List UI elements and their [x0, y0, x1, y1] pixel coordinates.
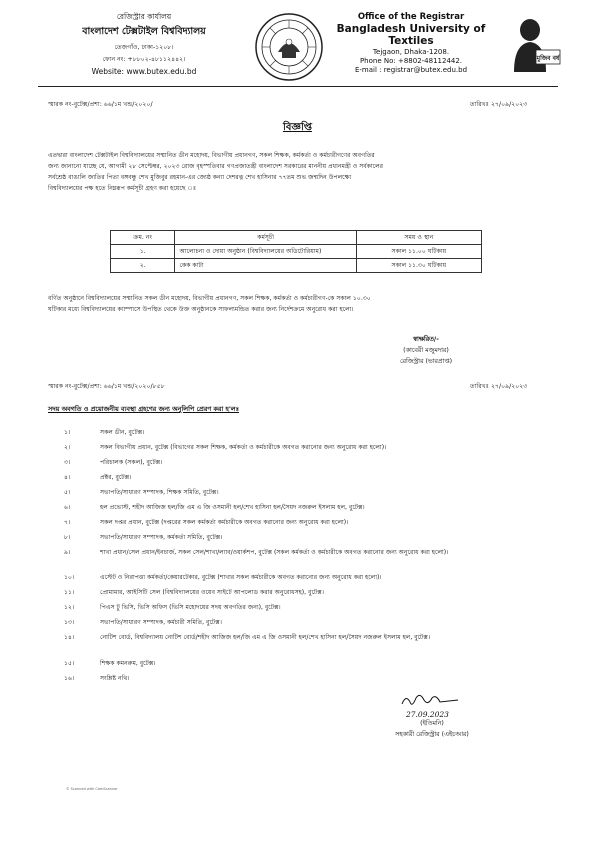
website-text: Website: www.butex.edu.bd	[91, 67, 197, 76]
signatory-title-2: সহকারী রেজিস্ট্রার (এইচআর)	[395, 731, 469, 738]
intro-line: সর্বশ্রেষ্ঠ বাঙালি জাতির পিতা বঙ্গবন্ধু শেখ মুজিবুর রহমান-এর জ্যেষ্ঠ কন্যা দেশরত্ন শেখ হাসিনার ৭৭তম শুভ জন্মদিন উপলক্ষ্যে	[48, 174, 352, 181]
item-text: পিএস টু ভিসি, ভিসি অফিস (ভিসি মহোদয়ের সদয় অবগতির জন্য), বুটেক্স।	[100, 604, 281, 611]
item-text: শাখা প্রধান/সেল প্রধান/ইনচার্জ, সকল সেল/শাখা/ল্যাব/ওয়ার্কশপ, বুটেক্স (সকল কর্মকর্তা ও কর্মচারীকে অবগত করানোর জন্য অনুরোধ করা হলো)।	[100, 549, 449, 556]
closing-line: ঘটিকার মধ্যে বিশ্ববিদ্যালয়ের ক্যাম্পাসে উপস্থিত থেকে উক্ত অনুষ্ঠানকে সাফল্যমন্ডিত করার জন্য নির্দেশক্রমে অনুরোধ করা হলো।	[48, 306, 354, 313]
intro-line: বিশ্ববিদ্যালয়ের পক্ষ হতে নিম্নরূপ কর্মসূচী গ্রহণ করা হয়েছে ঃ	[48, 185, 197, 192]
item-number: ১৬।	[64, 675, 75, 682]
item-text: সংশ্লিষ্ট নথি।	[100, 675, 130, 682]
list-item	[64, 632, 540, 643]
list-item	[64, 673, 540, 684]
header-time-place: সময় ও স্থান	[356, 231, 481, 245]
list-item	[64, 427, 540, 438]
signed-label: স্বাক্ষরিত/-	[413, 336, 439, 343]
signatory-title: রেজিস্ট্রার (ভারপ্রাপ্ত)	[399, 358, 453, 365]
handwritten-date: 27.09.2023	[406, 710, 449, 719]
item-number: ৬।	[64, 504, 71, 511]
item-number: ১৪।	[64, 634, 75, 641]
item-number: ২।	[64, 444, 71, 451]
copy-heading: সদয় অবগতি ও প্রয়োজনীয় ব্যবস্থা গ্রহণের জন্য অনুলিপি প্রেরণ করা হ'লঃ	[48, 405, 239, 413]
item-number: ১২।	[64, 604, 75, 611]
table-row	[111, 245, 482, 259]
item-number: ৮।	[64, 534, 71, 541]
cell-serial: ২.	[111, 259, 175, 273]
list-item	[64, 547, 540, 558]
signatory-name-2: (ইতিমনি)	[420, 720, 444, 727]
list-item	[64, 572, 540, 583]
list-item	[64, 472, 540, 483]
item-text: শিক্ষক কমনরুম, বুটেক্স।	[100, 660, 156, 667]
header-english-block	[326, 12, 496, 74]
item-text: প্রক্টর, বুটেক্স।	[100, 474, 132, 481]
intro-paragraph	[48, 150, 554, 194]
memo-date-copy: তারিখঃ ২৭/০৯/২০২৩	[470, 383, 528, 390]
item-text: সকল দপ্তর প্রধান, বুটেক্স (দপ্তরের সকল কর্মকর্তা কর্মচারীকে অবগত করানোর জন্য অনুরোধ করা হলো)।	[100, 519, 349, 526]
header-serial: ক্রম. নং	[111, 231, 175, 245]
list-item	[64, 457, 540, 468]
item-number: ১৩।	[64, 619, 75, 626]
memo-reference: স্মারক নং-বুটেক্স/প্রশা: ৬৬/১ম খন্ড/২০২০/	[48, 101, 153, 108]
phone-en: Phone No: +8802-48112442.	[359, 57, 463, 65]
item-number: ১০।	[64, 574, 75, 581]
item-text: প্রোমামার, আইসিটি সেল (বিশ্ববিদ্যালয়ের ওয়েব সাইটে আপলোড করার অনুরোধসহ), বুটেক্স।	[100, 589, 324, 596]
list-item	[64, 602, 540, 613]
university-name-en: Bangladesh University of Textiles	[336, 23, 486, 47]
mujib-portrait-logo	[508, 14, 562, 72]
item-number: ৯।	[64, 549, 71, 556]
list-item	[64, 487, 540, 498]
list-item	[64, 658, 540, 669]
university-seal-logo	[254, 12, 324, 82]
item-number: ১।	[64, 429, 71, 436]
item-text: এস্টেট ও নিরাপত্তা কর্মকর্তা/কেয়ারটেকার, বুটেক্স (শাখার সকল কর্মচারীকে অবগত করানোর জন্য অনুরোধ করা হলো)।	[100, 574, 382, 581]
closing-line: বর্ণিত অনুষ্ঠানে বিশ্ববিদ্যালয়ের সম্মানিত সকল ডীন মহোদয়, বিভাগীয় প্রধানগণ, সকল শিক্ষক, কর্মকর্তা ও কর্মচারীগণ-কে সকাল ১০.৩০	[48, 295, 371, 302]
item-text: সভাপতি/সাধারণ সম্পাদক, কর্মচারী সমিতি, বুটেক্স।	[100, 619, 222, 626]
cell-time: সকাল ১১.৩০ ঘটিকায়	[356, 259, 481, 273]
item-text: পরিচালক (সকল), বুটেক্স।	[100, 459, 163, 466]
item-number: ১৫।	[64, 660, 75, 667]
list-item	[64, 517, 540, 528]
office-name-en: Office of the Registrar	[357, 12, 465, 22]
list-item	[64, 502, 540, 513]
university-name-bn: বাংলাদেশ টেক্সটাইল বিশ্ববিদ্যালয়	[82, 26, 206, 37]
list-item	[64, 532, 540, 543]
cell-program: কেক কাটা	[175, 259, 356, 273]
table-header-row	[111, 231, 482, 245]
item-number: ১১।	[64, 589, 75, 596]
memo-reference-copy: স্মারক নং-বুটেক্স/প্রশা: ৬৬/১ম খন্ড/২০২০/৮৫৮	[48, 383, 165, 390]
address-bn: তেজগাঁও, ঢাকা-১২০৮।	[114, 44, 174, 51]
memo-date: তারিখঃ ২৭/০৯/২০২৩	[470, 101, 528, 108]
handwritten-signature	[398, 690, 468, 720]
item-number: ৭।	[64, 519, 71, 526]
header-bangla-block	[56, 12, 232, 76]
item-text: সকল বিভাগীয় প্রধান, বুটেক্স (বিভাগের সকল শিক্ষক, কর্মকর্তা ও কর্মচারীকে অবগত করানোর জন্য অনুরোধ করা হলো)।	[100, 444, 387, 451]
item-text: হল প্রভোস্ট, শহীদ আজিজ হল/জি এম এ জি ওসমানী হল/শেখ হাসিনা হল/সৈয়দ নজরুল ইসলাম হল, বুটেক্স।	[100, 504, 365, 511]
item-number: ৩।	[64, 459, 71, 466]
table-row	[111, 259, 482, 273]
signatory-name: (কাবেরী মজুমদার)	[403, 347, 449, 354]
item-text: সকল ডীন, বুটেক্স।	[100, 429, 145, 436]
notice-title: বিজ্ঞপ্তি	[282, 122, 313, 133]
cell-serial: ১.	[111, 245, 175, 259]
item-text: সভাপতি/সাধারণ সম্পাদক, শিক্ষক সমিতি, বুটেক্স।	[100, 489, 219, 496]
cell-program: আলোচনা ও দোয়া অনুষ্ঠান (বিশ্ববিদ্যালয়ের অডিটোরিয়াম)	[175, 245, 356, 259]
cell-time: সকাল ১১.০০ ঘটিকায়	[356, 245, 481, 259]
header-divider	[38, 86, 558, 87]
list-item	[64, 442, 540, 453]
item-text: সভাপতি/সাধারণ সম্পাদক, কর্মকর্তা সমিতি, বুটেক্স।	[100, 534, 223, 541]
mujib-badge-text: মুজিব বর্ষ	[536, 55, 560, 62]
address-en: Tejgaon, Dhaka-1208.	[372, 48, 450, 56]
header-program: কর্মসূচী	[175, 231, 356, 245]
item-text: নোটিশ বোর্ড, বিশ্ববিদ্যালয় নোটিশ বোর্ড/শহীদ আজিজ হল/জি এম এ জি ওসমানী হল/শেখ হাসিনা হল/সৈয়দ নজরুল ইসলাম হল, বুটেক্স।	[100, 634, 431, 641]
intro-line: এতদ্বারা বাংলাদেশ টেক্সটাইল বিশ্ববিদ্যালয়ের সম্মানিত ডীন মহোদয়, বিভাগীয় প্রধানগণ, সকল শিক্ষক, কর্মকর্তা ও কর্মচারীগণের অবগতির	[48, 152, 375, 159]
email-text: E-mail : registrar@butex.edu.bd	[354, 66, 468, 74]
phone-bn: ফোন নং: +৮৮০২-৪৮১১২৪৪২।	[102, 56, 186, 63]
scanner-footnote: © Scanned with CamScanner	[66, 787, 118, 791]
registrar-signature-block	[366, 334, 486, 367]
intro-line: জন্য জানানো যাচ্ছে যে, আগামী ২৮ সেপ্টেম্বর, ২০২৩ রোজ বৃহস্পতিবার গণপ্রজাতন্ত্রী বাংলাদেশ সরকারের মাননীয় প্রধানমন্ত্রী ও সর্বকালের	[48, 163, 383, 170]
office-name-bn: রেজিস্ট্রার কার্যালয়	[116, 12, 172, 21]
asst-registrar-block	[372, 718, 492, 740]
list-item	[64, 617, 540, 628]
list-item	[64, 587, 540, 598]
closing-paragraph	[48, 293, 554, 315]
item-number: ৫।	[64, 489, 71, 496]
item-number: ৪।	[64, 474, 71, 481]
program-table	[110, 230, 482, 273]
